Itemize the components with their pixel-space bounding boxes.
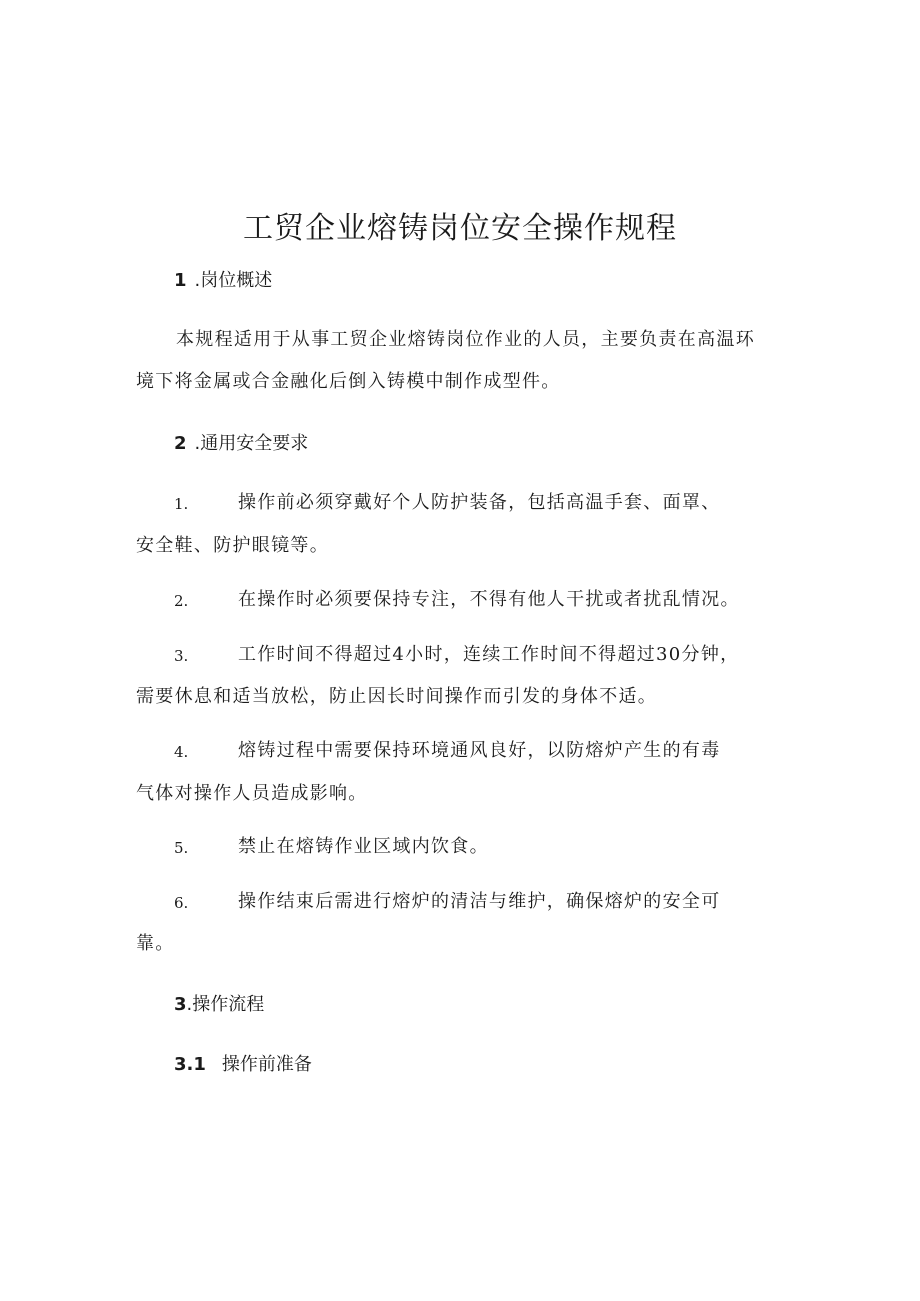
section-1-number: 1 <box>174 270 187 291</box>
list-item-line: 在操作时必须要保持专注，不得有他人干扰或者扰乱情况。 <box>238 589 740 610</box>
list-item-number: 4. <box>174 743 189 761</box>
list-item-number: 3. <box>174 647 189 665</box>
list-item-line: 安全鞋、防护眼镜等。 <box>136 535 329 556</box>
list-item-line: 靠。 <box>136 933 175 954</box>
section-3-label: .操作流程 <box>186 994 265 1015</box>
section-2-heading <box>174 431 308 457</box>
list-item-line: 熔铸过程中需要保持环境通风良好，以防熔炉产生的有毒 <box>238 740 721 761</box>
section-2-number: 2 <box>174 433 187 454</box>
section-2-label: .通用安全要求 <box>194 433 309 454</box>
list-item-line: 需要休息和适当放松，防止因长时间操作而引发的身体不适。 <box>136 686 658 707</box>
list-item-number: 6. <box>174 894 189 912</box>
section-3-1-heading <box>174 1052 312 1078</box>
list-item-line: 工作时间不得超过4小时，连续工作时间不得超过30分钟， <box>238 644 740 665</box>
section-1-heading <box>174 268 272 294</box>
list-item-line: 操作前必须穿戴好个人防护装备，包括高温手套、面罩、 <box>238 492 721 513</box>
list-item-line: 气体对操作人员造成影响。 <box>136 783 368 804</box>
section-1-paragraph-line-1: 本规程适用于从事工贸企业熔铸岗位作业的人员，主要负责在高温环 <box>176 329 755 350</box>
list-item-number: 2. <box>174 592 189 610</box>
section-1-paragraph-line-2: 境下将金属或合金融化后倒入铸模中制作成型件。 <box>136 371 561 392</box>
section-3-1-label: 操作前准备 <box>221 1054 312 1075</box>
list-item-number: 5. <box>174 839 189 857</box>
section-3-heading <box>174 992 264 1018</box>
list-item-line: 禁止在熔铸作业区域内饮食。 <box>238 836 489 857</box>
document-title: 工贸企业熔铸岗位安全操作规程 <box>243 211 677 246</box>
section-1-label: .岗位概述 <box>194 270 273 291</box>
list-item-line: 操作结束后需进行熔炉的清洁与维护，确保熔炉的安全可 <box>238 891 721 912</box>
section-3-1-number: 3.1 <box>174 1054 206 1075</box>
list-item-number: 1. <box>174 495 189 513</box>
section-3-number: 3 <box>174 994 187 1015</box>
